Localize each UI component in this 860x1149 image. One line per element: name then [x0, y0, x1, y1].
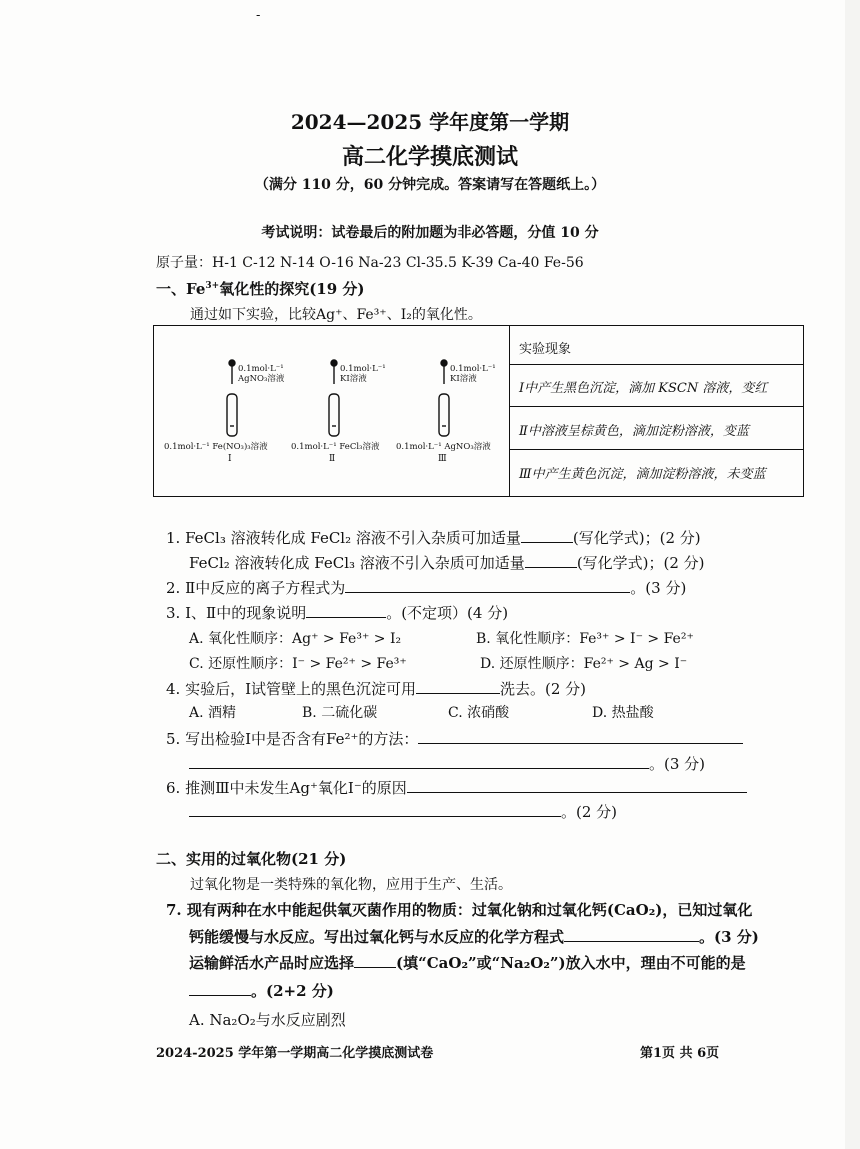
reagent-label-3: 0.1mol·L⁻¹ KI溶液 [450, 364, 496, 384]
q7-option-a: A. Na₂O₂与水反应剧烈 [189, 1011, 346, 1029]
answer-blank[interactable] [345, 578, 630, 593]
question-6: 6. 推测Ⅲ中未发生Ag⁺氧化I⁻的原因 [166, 777, 747, 798]
answer-blank[interactable] [306, 603, 386, 618]
stray-mark: - [256, 8, 261, 23]
solution-label-1: 0.1mol·L⁻¹ Fe(NO₃)₃溶液 [164, 442, 268, 452]
answer-blank[interactable] [418, 729, 743, 744]
reagent-label-1: 0.1mol·L⁻¹ AgNO₃溶液 [238, 364, 285, 384]
section-1-title: 一、$Fe^{3+}$氧化性的探究(19 分) [156, 280, 365, 298]
question-1a: 1. FeCl₃ 溶液转化成 FeCl₂ 溶液不引入杂质可加适量 (写化学式)；(2 分) [166, 529, 701, 547]
exam-description: 考试说明：试卷最后的附加题为非必答题，分值 10 分 [261, 225, 599, 241]
reagent-label-2: 0.1mol·L⁻¹ KI溶液 [340, 364, 386, 384]
question-7-line-4: 。(2+2 分) [189, 980, 334, 1001]
page-number: 第1页 共 6页 [640, 1046, 720, 1061]
exam-note: （满分 110 分，60 分钟完成。答案请写在答题纸上。） [254, 177, 606, 193]
answer-blank[interactable] [189, 981, 251, 996]
test-tube-apparatus [154, 326, 509, 496]
section-2-title: 二、实用的过氧化物(21 分) [156, 850, 347, 868]
q4-option-c: C. 浓硝酸 [448, 705, 510, 721]
solution-label-2: 0.1mol·L⁻¹ FeCl₃溶液 [291, 442, 380, 452]
answer-blank[interactable] [354, 953, 396, 968]
exam-title: 高二化学摸底测试 [341, 144, 518, 170]
solution-label-3: 0.1mol·L⁻¹ AgNO₃溶液 [396, 442, 491, 452]
question-5-cont: 。(3 分) [189, 753, 705, 774]
exam-title-year: 2024—2025 学年度第一学期 [290, 110, 570, 134]
q4-option-b: B. 二硫化碳 [302, 705, 378, 721]
answer-blank[interactable] [189, 802, 561, 817]
dropper-tube-2 [329, 360, 339, 436]
tube-label-2: Ⅱ [329, 454, 336, 464]
tube-label-1: Ⅰ [228, 454, 232, 464]
observation-row-1: Ⅰ中产生黑色沉淀，滴加 KSCN 溶液，变红 [519, 381, 768, 396]
tube-label-3: Ⅲ [438, 454, 447, 464]
answer-blank[interactable] [189, 754, 649, 769]
experiment-table [153, 325, 804, 497]
q3-option-a: A. 氧化性顺序：Ag⁺ > Fe³⁺ > I₂ [189, 631, 402, 647]
q4-option-a: A. 酒精 [189, 705, 237, 721]
question-4: 4. 实验后，Ⅰ试管壁上的黑色沉淀可用 洗去。(2 分) [166, 680, 587, 698]
question-6-cont: 。(2 分) [189, 801, 617, 822]
q3-option-d: D. 还原性顺序：Fe²⁺ > Ag > I⁻ [480, 656, 688, 672]
answer-blank[interactable] [407, 778, 747, 793]
section-2-intro: 过氧化物是一类特殊的氧化物，应用于生产、生活。 [190, 877, 512, 893]
observation-header: 实验现象 [519, 342, 572, 357]
question-5: 5. 写出检验Ⅰ中是否含有Fe²⁺的方法： [166, 728, 743, 749]
question-7-line-1: 7. 现有两种在水中能起供氧灭菌作用的物质：过氧化钠和过氧化钙(CaO₂)，已知过氧化 [166, 901, 753, 919]
atomic-masses: 原子量：H-1 C-12 N-14 O-16 Na-23 Cl-35.5 K-39 Ca-40 Fe-56 [156, 255, 584, 271]
question-7-line-2: 钙能缓慢与水反应。写出过氧化钙与水反应的化学方程式 。(3 分) [189, 928, 759, 946]
question-2: 2. Ⅱ中反应的离子方程式为 。(3 分) [166, 579, 687, 597]
dropper-tube-3 [439, 360, 449, 436]
answer-blank[interactable] [416, 679, 500, 694]
footer-title: 2024-2025 学年第一学期高二化学摸底测试卷 [156, 1046, 434, 1061]
section-1-intro: 通过如下实验，比较Ag⁺、Fe³⁺、I₂的氧化性。 [190, 307, 482, 323]
dropper-tube-1 [227, 360, 237, 436]
observation-row-2: Ⅱ中溶液呈棕黄色，滴加淀粉溶液，变蓝 [519, 424, 749, 439]
observation-row-3: Ⅲ中产生黄色沉淀，滴加淀粉溶液，未变蓝 [519, 467, 766, 482]
q3-option-c: C. 还原性顺序：I⁻ > Fe²⁺ > Fe³⁺ [189, 656, 407, 672]
answer-blank[interactable] [525, 553, 577, 568]
answer-blank[interactable] [521, 528, 573, 543]
q4-option-d: D. 热盐酸 [592, 705, 654, 721]
question-3: 3. Ⅰ、Ⅱ中的现象说明 。(不定项）(4 分) [166, 604, 509, 622]
question-7-line-3: 运输鲜活水产品时应选择 (填“CaO₂”或“Na₂O₂”)放入水中，理由不可能的是 [189, 954, 746, 972]
q3-option-b: B. 氧化性顺序：Fe³⁺ > I⁻ > Fe²⁺ [476, 631, 694, 647]
question-1b: FeCl₂ 溶液转化成 FeCl₃ 溶液不引入杂质可加适量 (写化学式)；(2 分) [189, 554, 705, 572]
answer-blank[interactable] [564, 927, 699, 942]
